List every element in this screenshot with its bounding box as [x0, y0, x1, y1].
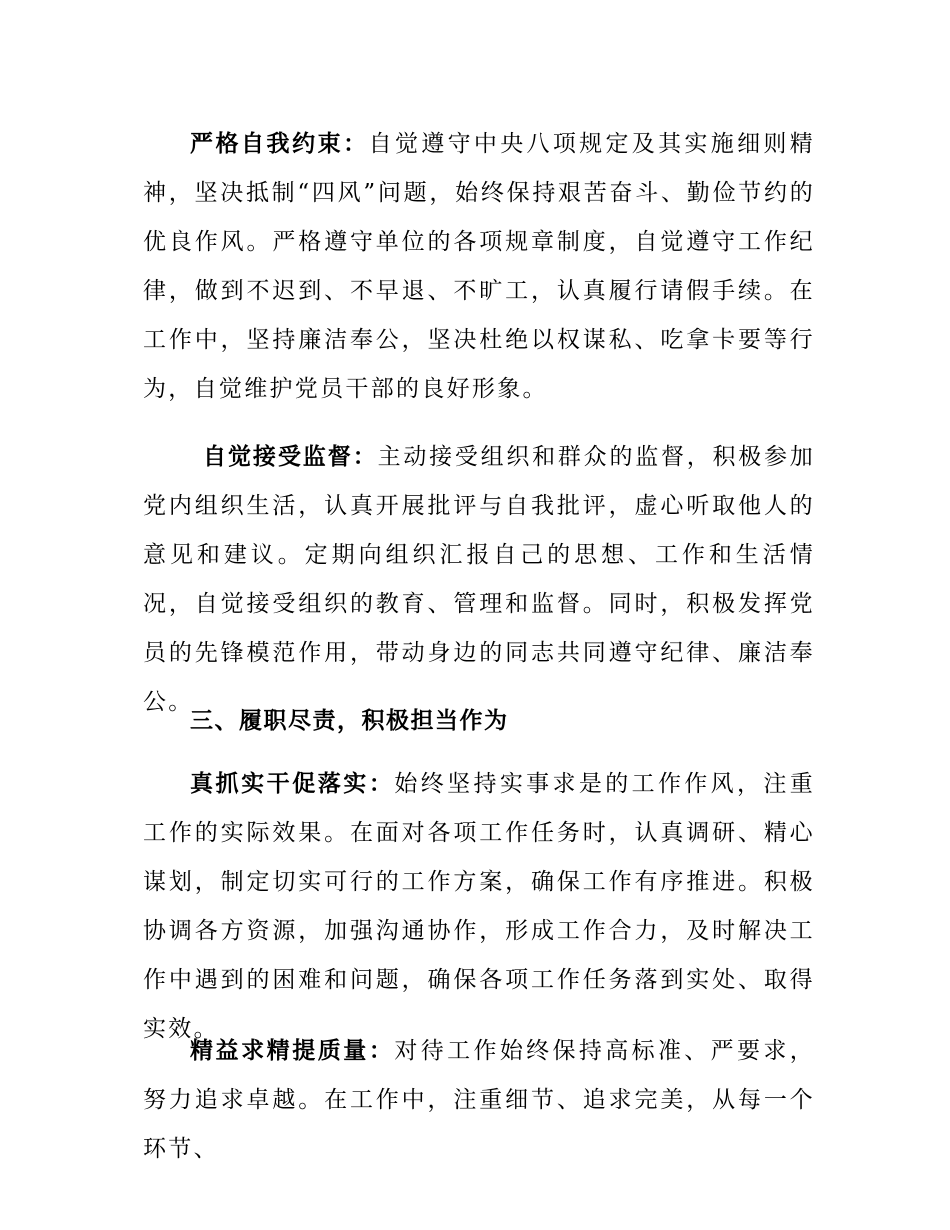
paragraph-lead: 严格自我约束：	[190, 131, 369, 157]
paragraph-body: 主动接受组织和群众的监督，积极参加党内组织生活，认真开展批评与自我批评，虚心听取他人的意见和建议。定期向组织汇报自己的思想、工作和生活情况，自觉接受组织的教育、管理和监督。同时，积极发挥党员的先锋模范作用，带动身边的同志共同遵守纪律、廉洁奉公。	[143, 444, 816, 715]
paragraph-implementation	[143, 760, 815, 1054]
paragraph-body: 自觉遵守中央八项规定及其实施细则精神，坚决抵制“四风”问题，始终保持艰苦奋斗、勤俭节约的优良作风。严格遵守单位的各项规章制度，自觉遵守工作纪律，做到不迟到、不早退、不旷工，认真履行请假手续。在工作中，坚持廉洁奉公，坚决杜绝以权谋私、吃拿卡要等行为，自觉维护党员干部的良好形象。	[143, 131, 815, 402]
paragraph-lead: 精益求精提质量：	[190, 1038, 395, 1064]
paragraph-self-discipline	[143, 120, 815, 414]
paragraph-quality	[143, 1027, 815, 1162]
paragraph-lead: 自觉接受监督：	[203, 444, 378, 470]
paragraph-body: 对待工作始终保持高标准、严要求，努力追求卓越。在工作中，注重细节、追求完美，从每一个环节、	[143, 1038, 815, 1162]
section-heading: 三、履职尽责，积极担当作为	[190, 708, 509, 734]
paragraph-lead: 真抓实干促落实：	[190, 771, 395, 797]
paragraph-body: 始终坚持实事求是的工作作风，注重工作的实际效果。在面对各项工作任务时，认真调研、精心谋划，制定切实可行的工作方案，确保工作有序推进。积极协调各方资源，加强沟通协作，形成工作合力，及时解决工作中遇到的困难和问题，确保各项工作任务落到实处、取得实效。	[143, 771, 815, 1042]
paragraph-accept-supervision	[143, 433, 815, 727]
